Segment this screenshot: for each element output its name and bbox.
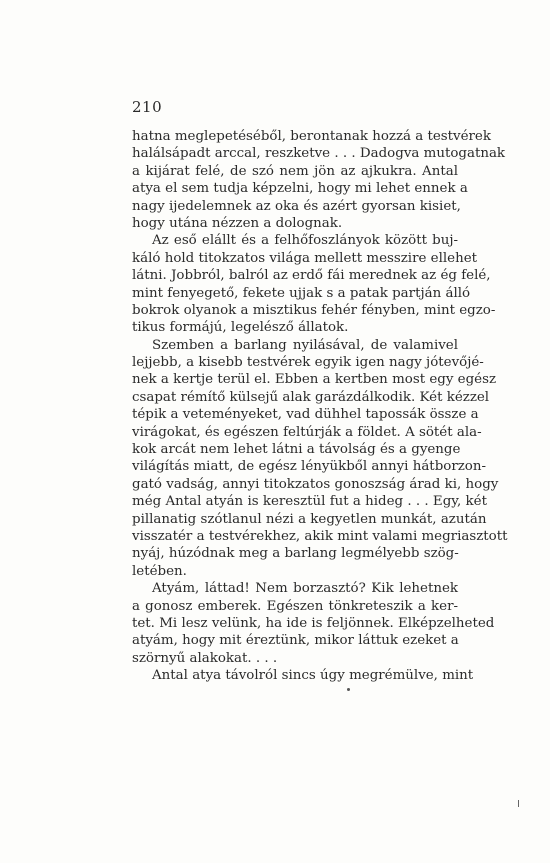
text-line: látni. Jobbról, balról az erdő fái merednek az ég felé,: [132, 268, 491, 284]
text-line: Az eső elállt és a felhőfoszlányok között buj-: [152, 233, 458, 249]
text-line: atya el sem tudja képzelni, hogy mi lehet ennek a: [132, 181, 468, 197]
text-line: atyám, hogy mit éreztünk, mikor láttuk ezeket a: [132, 633, 459, 649]
text-line: mint fenyegető, fekete ujjak s a patak partján álló: [132, 285, 471, 301]
text-line: nagy ijedelemnek az oka és azért gyorsan kisiet,: [132, 198, 461, 214]
text-line: virágokat, és egészen feltúrják a földet. A sötét ala-: [132, 424, 482, 440]
text-line: Szemben a barlang nyilásával, de valamivel: [152, 337, 458, 353]
text-line: hatna meglepetéséből, berontanak hozzá a testvérek: [132, 129, 491, 144]
text-line: a kijárat felé, de szó nem jön az ajkukra. Antal: [132, 163, 458, 179]
text-line: szörnyű alakokat. . . .: [132, 650, 278, 666]
text-line: tet. Mi lesz velünk, ha ide is feljönnek. Elképzelheted: [132, 615, 495, 631]
text-line: Atyám, láttad! Nem borzasztó? Kik lehetnek: [152, 581, 458, 597]
text-line: nyáj, húzódnak meg a barlang legmélyebb szög-: [132, 546, 459, 562]
text-line: hogy utána nézzen a dolognak.: [132, 215, 343, 231]
text-line: tépik a veteményeket, vad dühhel tapossák össze a: [132, 407, 479, 423]
body-text: [132, 128, 508, 685]
text-line: még Antal atyán is keresztül fut a hideg . . . Egy, két: [132, 494, 487, 510]
page-number: 210: [132, 98, 163, 116]
text-line: pillanatig szótlanul nézi a kegyetlen munkát, azután: [132, 511, 487, 527]
text-line: a gonosz emberek. Egészen tönkreteszik a ker-: [132, 598, 458, 614]
text-line: letében.: [132, 563, 187, 579]
text-line: gató vadság, annyi titokzatos gonoszság árad ki, hogy: [132, 476, 499, 492]
print-speck: [347, 688, 350, 691]
text-line: nek a kertje terül el. Ebben a kertben most egy egész: [132, 372, 496, 388]
text-line: tikus formájú, legelésző állatok.: [132, 320, 349, 336]
text-line: kok arcát nem lehet látni a távolság és a gyenge: [132, 442, 461, 458]
text-line: lejjebb, a kisebb testvérek egyik igen nagy jótevőjé-: [132, 355, 484, 371]
text-line: világítás miatt, de egész lényükből annyi hátborzon-: [132, 459, 486, 475]
text-line: káló hold titokzatos világa mellett messzire ellehet: [132, 250, 478, 266]
text-line: csapat rémítő külsejű alak garázdálkodik. Két kézzel: [132, 389, 490, 405]
text-line: Antal atya távolról sincs úgy megrémülve, mint: [152, 668, 474, 684]
text-line: bokrok olyanok a misztikus fehér fényben, mint egzo-: [132, 302, 496, 318]
print-speck: [518, 800, 519, 807]
text-line: halálsápadt arccal, reszketve . . . Dadogva mutogatnak: [132, 146, 506, 162]
text-line: visszatér a testvérekhez, akik mint valami megriasztott: [132, 528, 508, 544]
